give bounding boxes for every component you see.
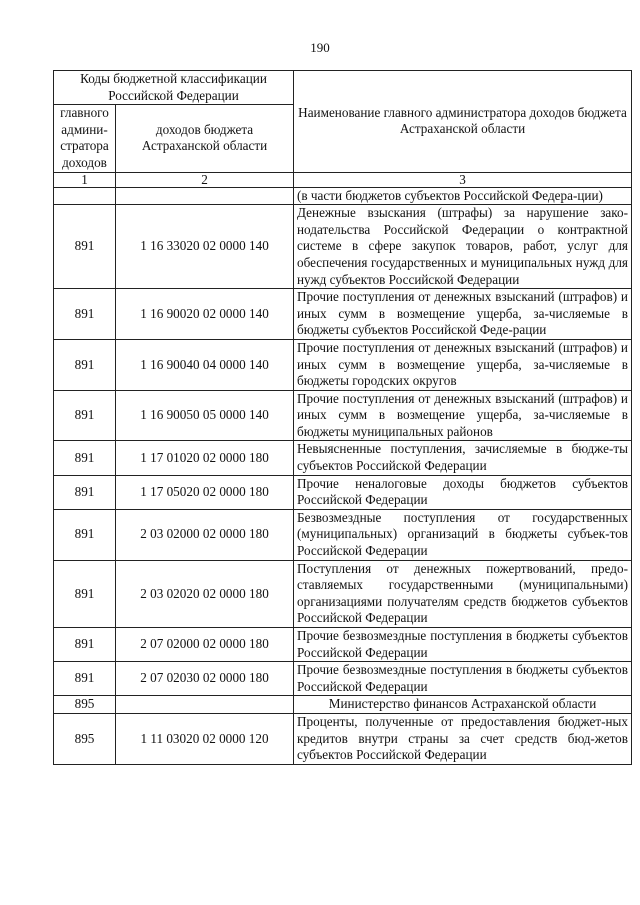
column-number-3: 3 [294,172,632,187]
admin-code-cell: 891 [54,390,116,441]
table-row [54,205,632,289]
table-row [54,289,632,340]
name-cell: Министерство финансов Астраханской области [294,696,632,714]
admin-code-cell: 891 [54,339,116,390]
income-code-cell: 1 17 01020 02 0000 180 [116,441,294,475]
table-row [54,441,632,475]
income-code-cell: 1 11 03020 02 0000 120 [116,713,294,764]
table-row [54,475,632,509]
admin-code-cell: 895 [54,713,116,764]
admin-code-cell [54,187,116,205]
column-numbers-row [54,172,632,187]
income-code-cell: 1 16 90040 04 0000 140 [116,339,294,390]
header-income-code: доходов бюджета Астраханской области [116,105,294,172]
name-cell: Прочие поступления от денежных взысканий (штрафов) и иных сумм в возмещение ущерба, за-числяемые в бюджеты городских округов [294,339,632,390]
column-number-1: 1 [54,172,116,187]
table-row [54,560,632,627]
income-code-cell: 2 03 02000 02 0000 180 [116,509,294,560]
table-row [54,339,632,390]
admin-code-cell: 891 [54,289,116,340]
income-code-cell [116,187,294,205]
admin-code-cell: 891 [54,509,116,560]
admin-code-cell: 891 [54,475,116,509]
table-header [54,71,632,188]
admin-code-cell: 891 [54,628,116,662]
income-code-cell: 2 03 02020 02 0000 180 [116,560,294,627]
name-cell: Денежные взыскания (штрафы) за нарушение зако-нодательства Российской Федерации о контрактной системе в сфере закупок товаров, работ, услуг для обеспечения государственных и муниципальных нужд для нужд субъектов Российской Федерации [294,205,632,289]
name-cell: (в части бюджетов субъектов Российской Федера-ции) [294,187,632,205]
admin-code-cell: 895 [54,696,116,714]
table-row [54,187,632,205]
income-code-cell: 1 16 33020 02 0000 140 [116,205,294,289]
header-admin-name: Наименование главного администратора доходов бюджета Астраханской области [294,71,632,173]
name-cell: Прочие безвозмездные поступления в бюджеты субъектов Российской Федерации [294,628,632,662]
name-cell: Поступления от денежных пожертвований, предо-ставляемых государственными (муниципальными) организациями получателям средств бюджетов субъектов Российской Федерации [294,560,632,627]
name-cell: Прочие безвозмездные поступления в бюджеты субъектов Российской Федерации [294,662,632,696]
admin-code-cell: 891 [54,560,116,627]
admin-code-cell: 891 [54,205,116,289]
name-cell: Прочие поступления от денежных взысканий (штрафов) и иных сумм в возмещение ущерба, за-числяемые в бюджеты муниципальных районов [294,390,632,441]
admin-code-cell: 891 [54,441,116,475]
name-cell: Невыясненные поступления, зачисляемые в бюдже-ты субъектов Российской Федерации [294,441,632,475]
table-row [54,662,632,696]
table-row [54,628,632,662]
income-code-cell: 1 16 90020 02 0000 140 [116,289,294,340]
income-code-cell: 2 07 02000 02 0000 180 [116,628,294,662]
table-body [54,187,632,764]
admin-code-cell: 891 [54,662,116,696]
name-cell: Прочие неналоговые доходы бюджетов субъектов Российской Федерации [294,475,632,509]
table-row [54,696,632,714]
table-row [54,509,632,560]
income-code-cell [116,696,294,714]
income-code-cell: 1 16 90050 05 0000 140 [116,390,294,441]
table-row [54,390,632,441]
header-group-codes: Коды бюджетной классификации Российской Федерации [54,71,294,105]
page-number: 190 [310,40,330,55]
name-cell: Безвозмездные поступления от государственных (муниципальных) организаций в бюджеты субъек-тов Российской Федерации [294,509,632,560]
column-number-2: 2 [116,172,294,187]
header-admin-code: главного админи-стратора доходов [54,105,116,172]
name-cell: Прочие поступления от денежных взысканий (штрафов) и иных сумм в возмещение ущерба, за-числяемые в бюджеты субъектов Российской Феде-рации [294,289,632,340]
income-code-cell: 1 17 05020 02 0000 180 [116,475,294,509]
name-cell: Проценты, полученные от предоставления бюджет-ных кредитов внутри страны за счет средств бюд-жетов субъектов Российской Федерации [294,713,632,764]
table-row [54,713,632,764]
budget-classification-table [53,70,632,765]
income-code-cell: 2 07 02030 02 0000 180 [116,662,294,696]
